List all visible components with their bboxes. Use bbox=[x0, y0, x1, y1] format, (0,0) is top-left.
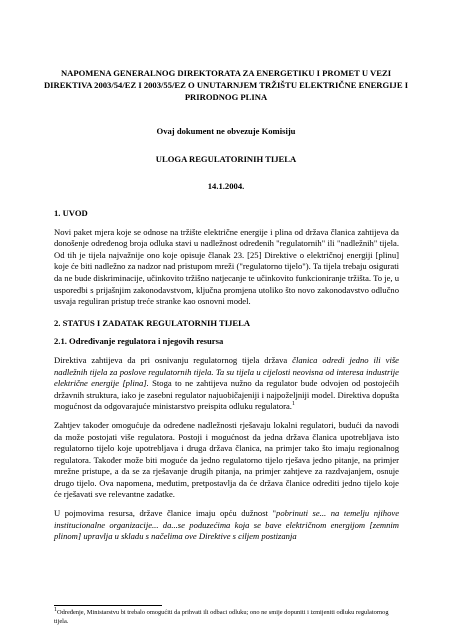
document-body bbox=[54, 208, 399, 550]
footnote-mark: 1 bbox=[54, 606, 57, 613]
footnote bbox=[54, 606, 399, 627]
paragraph-text: Direktiva zahtijeva da pri osnivanju regulatornog tijela država bbox=[54, 354, 293, 365]
paragraph-italic-text: članica odredi jedno ili više nadležnih tijela za poslove regulatornih tijela. Ta su tijela u cijelosti neovisna od interesa industrije električne energije [plina]. bbox=[54, 354, 399, 389]
paragraph-text: U pojmovima resursa, države članice imaju opću dužnost " bbox=[54, 508, 277, 519]
document-header-title: NAPOMENA GENERALNOG DIREKTORATA ZA ENERGETIKU I PROMET U VEZI DIREKTIVA 2003/54/EZ I 2003/55/EZ O UNUTARNJEM TRŽIŠTU ELEKTRIČNE ENERGIJE I PRIRODNOG PLINA bbox=[43, 68, 409, 102]
document-disclaimer: Ovaj dokument ne obvezuje Komisiju bbox=[156, 126, 296, 136]
paragraph-italic-text: pobrinuti se... na temelju njihove institucionalne organizacije... da...se poduzećima koja se bave električnom energijom [zemnim plinom] upravlja u skladu s načelima ove Direktive s ciljem postizanja bbox=[54, 508, 400, 542]
section-2-1-paragraph-1 bbox=[54, 355, 399, 413]
section-1-paragraph: Novi paket mjera koje se odnose na tržište električne energije i plina od država članica zahtijeva da donošenje određenog broja odluka stavi u nadležnost određenih "regulatornih" ili "nadležnih" tijela. Od tih je tijela najvažnije ono koje opisuje članak 23. [25] Direktive o električnoj energiji [plinu] koje će biti nadležno za nadzor nad pristupom mreži ("regulatorno tijelo"). Ta tijela trebaju osigurati da ne bude diskriminacije, učinkovito tržišno natjecanje te učinkovito funkcioniranje tržišta. To je, u usporedbi s prijašnjim zakonodavstvom, ključna promjena utoliko što novo zakonodavstvo odlučno usvaja reguliran pristup treće stranke kao osnovni model. bbox=[54, 226, 399, 307]
document-date: 14.1.2004. bbox=[207, 181, 245, 191]
section-1-heading: 1. UVOD bbox=[54, 208, 88, 218]
footnote-divider bbox=[54, 605, 162, 606]
document-title: ULOGA REGULATORINIH TIJELA bbox=[155, 154, 297, 164]
paragraph-text: Stoga to ne zahtijeva nužno da regulator bude odvojen od postojećih državnih struktura, iako je zasebni regulator najuobičajeniji i najpoželjniji model. Direktiva dopušta mogućnost da odgovarajuće ministarstvo preispita odluku regulatora. bbox=[54, 378, 399, 412]
section-2-1-paragraph-2: Zahtjev također omogućuje da određene nadležnosti rješavaju lokalni regulatori, budući da navodi da može postojati više regulatora. Postoji i mogućnost da jedna država članica upotrebljava isto regulatorno tijelo koje upotrebljava i druga država članica, na primjer tako što imaju regionalnog regulatora. Također može biti moguće da jedno regulatorno tijelo rješava jedno pitanje, na primjer mrežne pristupe, a da se za rješavanje drugih pitanja, na primjer zahtjeve za razdvajanjem, osnuje drugo tijelo. Ova napomena, međutim, pretpostavlja da će država članice odrediti jedno tijelo koje će rješavati sve relevantne zadatke. bbox=[54, 419, 399, 500]
section-2-heading: 2. STATUS I ZADATAK REGULATORNIH TIJELA bbox=[54, 317, 251, 328]
footnote-reference[interactable]: 1 bbox=[291, 401, 295, 408]
section-2-1-heading: 2.1. Određivanje regulatora i njegovih resursa bbox=[54, 336, 224, 347]
footnote-text: Određenje, Ministarstvu bi trebalo omogućiti da prihvati ili odbaci odluku; ono ne smije dopuniti i izmijeniti odluku regulatornog tijela. bbox=[54, 609, 389, 625]
section-2-1-paragraph-3 bbox=[54, 508, 399, 543]
